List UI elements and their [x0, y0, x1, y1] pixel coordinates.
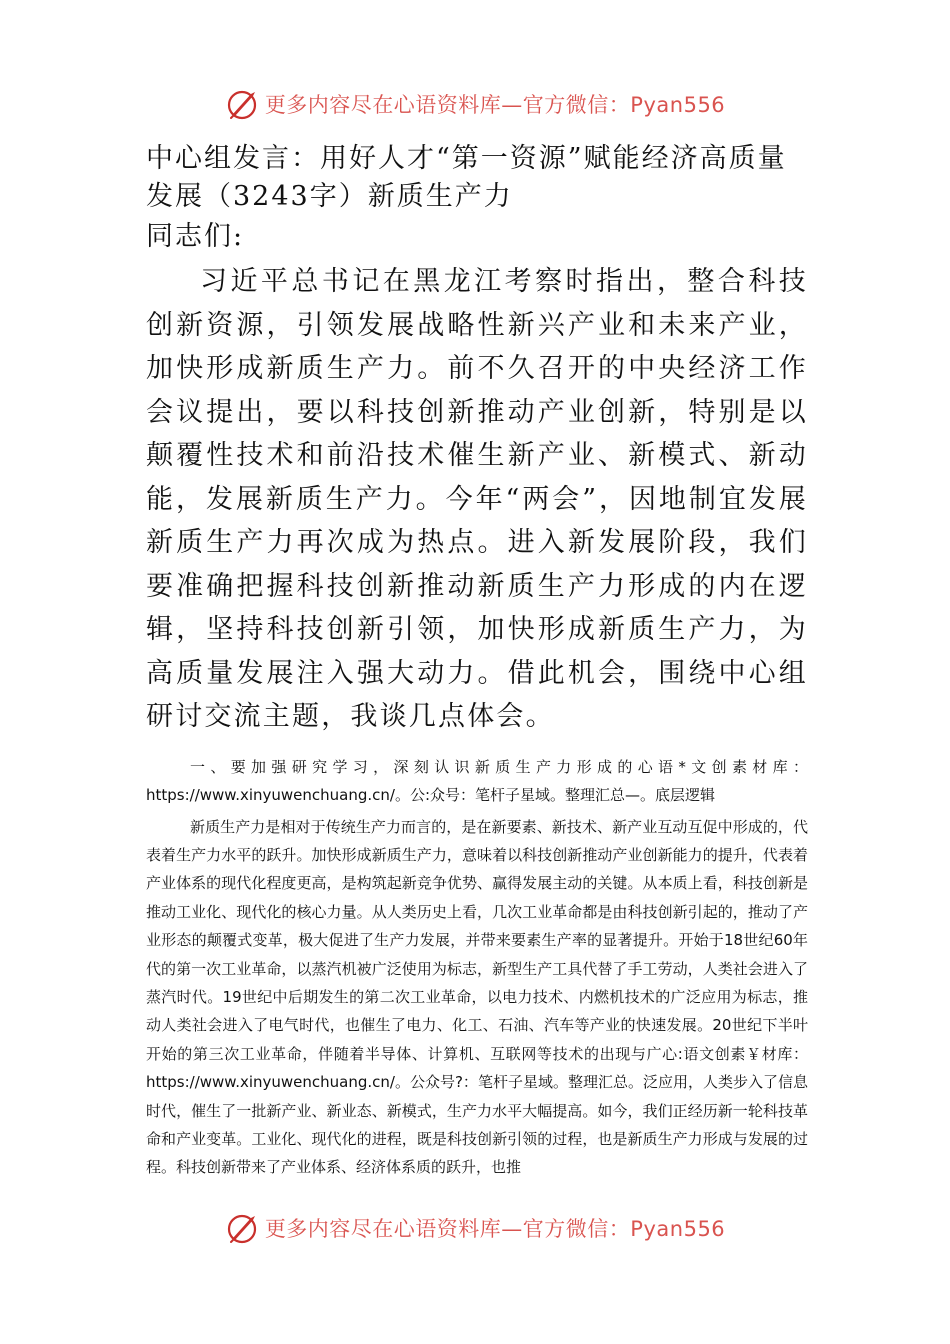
section-heading: 一、要加强研究学习，深刻认识新质生产力形成的心语*文创素材库：https://www.xinyuwenchuang.cn/。公:众号：笔杆子星域。整理汇总—。底层逻辑: [146, 757, 808, 804]
quill-pen-logo-icon: [225, 86, 261, 122]
banner-text: 更多内容尽在心语资料库—官方微信：Pyan556: [264, 93, 726, 117]
header-banner: [0, 84, 950, 124]
document-title: 中心组发言：用好人才“第一资源”赋能经济高质量发展（3243字）新质生产力: [146, 143, 787, 212]
footer-banner: [0, 1208, 950, 1248]
lead-paragraph: 习近平总书记在黑龙江考察时指出，整合科技创新资源，引领发展战略性新兴产业和未来产业，加快形成新质生产力。前不久召开的中央经济工作会议提出，要以科技创新推动产业创新，特别是以颠覆性技术和前沿技术催生新产业、新模式、新动能，发展新质生产力。今年“两会”，因地制宜发展新质生产力再次成为热点。进入新发展阶段，我们要准确把握科技创新推动新质生产力形成的内在逻辑，坚持科技创新引领，加快形成新质生产力，为高质量发展注入强大动力。借此机会，围绕中心组研讨交流主题，我谈几点体会。: [146, 266, 808, 732]
body-paragraph: 新质生产力是相对于传统生产力而言的，是在新要素、新技术、新产业互动互促中形成的，代表着生产力水平的跃升。加快形成新质生产力，意味着以科技创新推动产业创新能力的提升，代表着产业体系的现代化程度更高，是构筑起新竞争优势、赢得发展主动的关键。从本质上看，科技创新是推动工业化、现代化的核心力量。从人类历史上看，几次工业革命都是由科技创新引起的，推动了产业形态的颠覆式变革，极大促进了生产力发展，并带来要素生产率的显著提升。开始于18世纪60年代的第一次工业革命，以蒸汽机被广泛使用为标志，新型生产工具代替了手工劳动，人类社会进入了蒸汽时代。19世纪中后期发生的第二次工业革命，以电力技术、内燃机技术的广泛应用为标志，推动人类社会进入了电气时代，也催生了电力、化工、石油、汽车等产业的快速发展。20世纪下半叶开始的第三次工业革命，伴随着半导体、计算机、互联网等技术的出现与广心:语文创素￥材库：https://www.xinyuwenchuang.cn/。公众号?：笔杆子星域。整理汇总。泛应用，人类步入了信息时代，催生了一批新产业、新业态、新模式，生产力水平大幅提高。如今，我们正经历新一轮科技革命和产业变革。工业化、现代化的进程，既是科技创新引领的过程，也是新质生产力形成与发展的过程。科技创新带来了产业体系、经济体系质的跃升，也推: [146, 817, 808, 1177]
document-body: [146, 140, 808, 1182]
salutation: 同志们:: [146, 221, 245, 252]
quill-pen-logo-icon: [225, 1210, 261, 1246]
banner-text: 更多内容尽在心语资料库—官方微信：Pyan556: [264, 1217, 726, 1241]
